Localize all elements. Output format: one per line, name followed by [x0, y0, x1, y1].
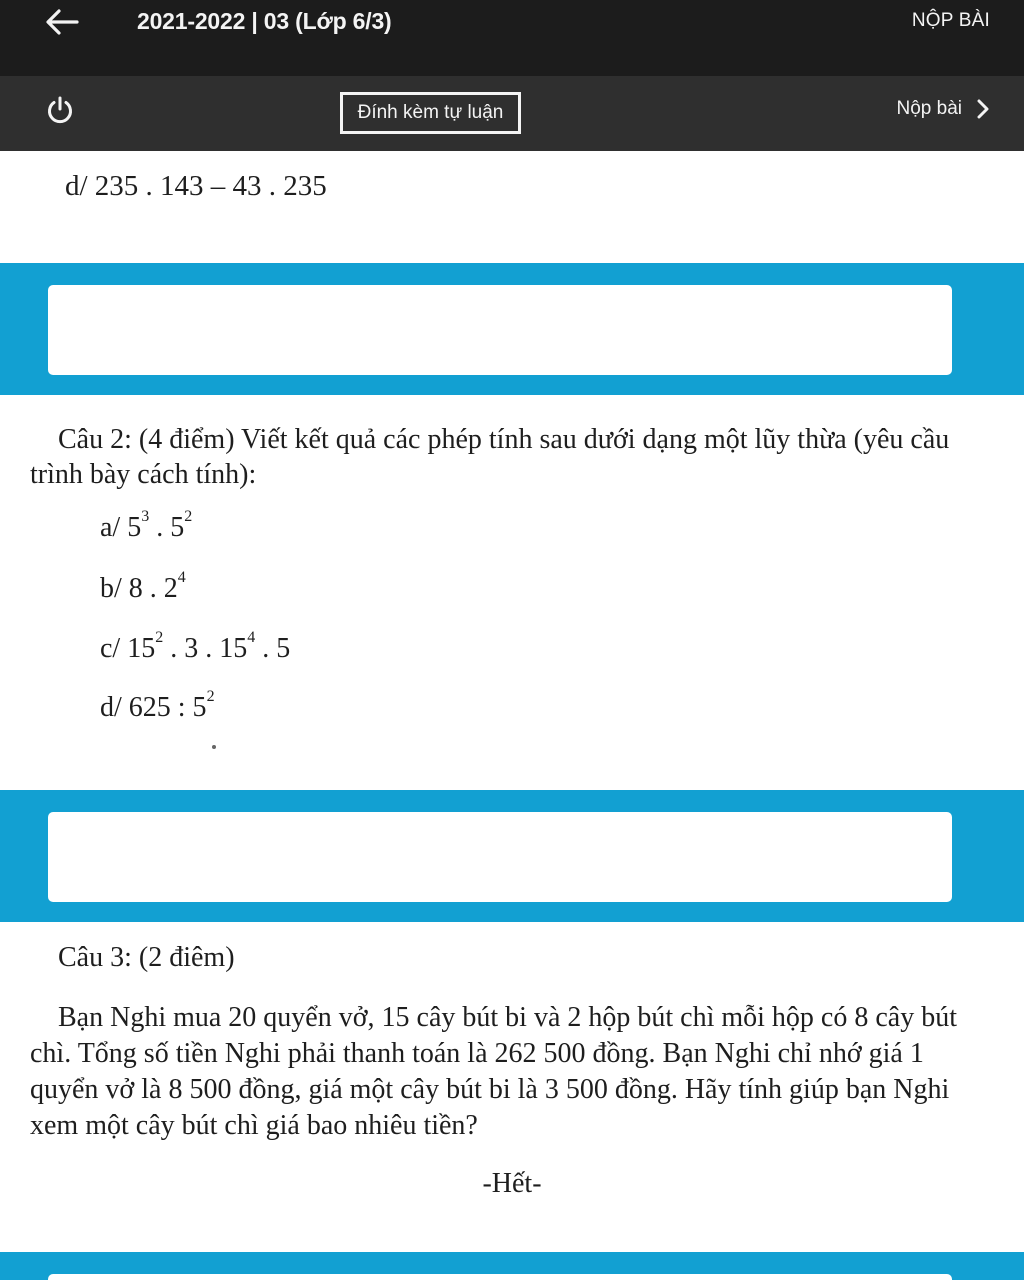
question-2-item-b	[100, 569, 186, 605]
question-2-item-c	[100, 629, 291, 665]
toolbar	[0, 76, 1024, 151]
math-exponent: 4	[247, 629, 256, 646]
end-marker: -Hết-	[482, 1168, 542, 1199]
question-3-header: Câu 3: (2 điêm)	[58, 942, 235, 973]
stray-dot	[212, 745, 216, 749]
math-base: 5	[127, 512, 142, 543]
power-icon[interactable]	[40, 90, 80, 130]
answer-section-3	[0, 1252, 1024, 1280]
math-exponent: 2	[155, 629, 164, 646]
math-base: 15	[127, 633, 156, 664]
submit-nav-label: Nộp bài	[896, 98, 962, 119]
math-base: 8 . 2	[128, 573, 178, 604]
math-exponent: 2	[184, 508, 193, 525]
submit-button-top[interactable]: NỘP BÀI	[911, 10, 990, 31]
math-exponent: 2	[206, 688, 215, 705]
arrow-left-icon[interactable]	[40, 4, 84, 40]
math-base: . 5	[255, 633, 291, 664]
answer-input-2[interactable]	[48, 812, 952, 902]
item-label: b/	[100, 573, 129, 604]
math-exponent: 4	[177, 569, 186, 586]
answer-input-3[interactable]	[48, 1274, 952, 1280]
question-2-item-a	[100, 508, 193, 544]
item-label: a/	[100, 512, 128, 543]
math-base: . 5	[149, 512, 185, 543]
attach-essay-button[interactable]: Đính kèm tự luận	[340, 92, 521, 134]
math-base: 625 : 5	[128, 692, 207, 723]
answer-section-2	[0, 790, 1024, 922]
answer-input-1[interactable]	[48, 285, 952, 375]
submit-nav-button[interactable]	[897, 98, 991, 120]
math-base: . 3 . 15	[163, 633, 248, 664]
page-title: 2021-2022 | 03 (Lớp 6/3)	[137, 8, 392, 34]
question-1-item-d: d/ 235 . 143 – 43 . 235	[65, 170, 327, 202]
app-header	[0, 0, 1024, 76]
question-2-text: Câu 2: (4 điểm) Viết kết quả các phép tính sau dưới dạng một lũy thừa (yêu cầu trình bày cách tính):	[30, 424, 950, 490]
chevron-right-icon	[976, 99, 990, 119]
item-label: c/	[100, 633, 128, 664]
item-label: d/	[100, 692, 129, 723]
question-2-item-d	[100, 688, 215, 724]
question-3-text: Bạn Nghi mua 20 quyển vở, 15 cây bút bi và 2 hộp bút chì mỗi hộp có 8 cây bút chì. Tổng số tiền Nghi phải thanh toán là 262 500 đồng. Bạn Nghi chỉ nhớ giá 1 quyển vở là 8 500 đồng, giá một cây bút bi là 3 500 đồng. Hãy tính giúp bạn Nghi xem một cây bút chì giá bao nhiêu tiền?	[30, 1002, 957, 1141]
answer-section-1	[0, 263, 1024, 395]
math-exponent: 3	[141, 508, 150, 525]
